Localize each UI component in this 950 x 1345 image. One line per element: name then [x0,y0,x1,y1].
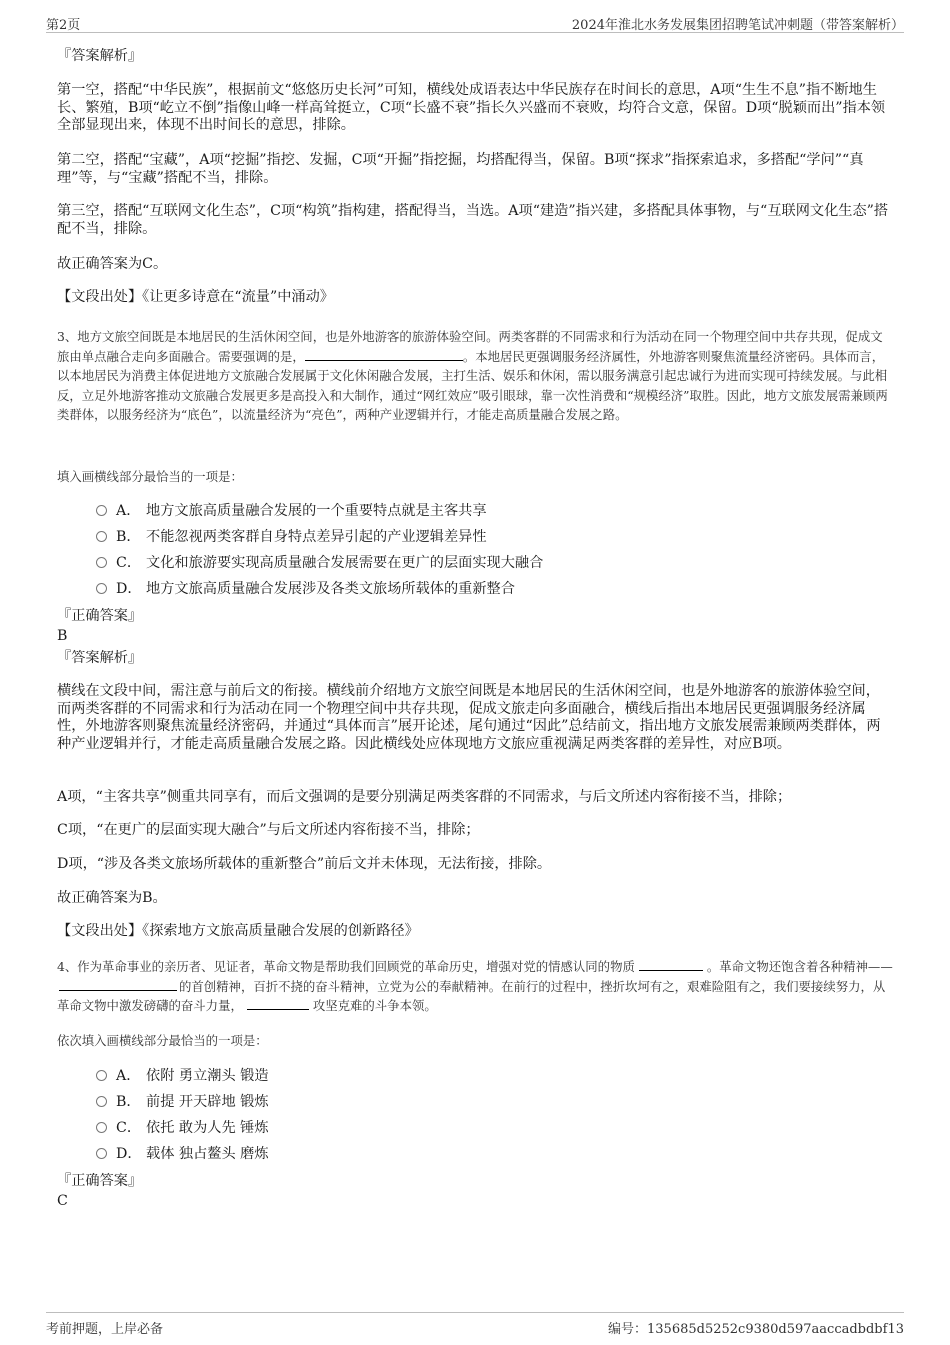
question-prompt: 填入画横线部分最恰当的一项是： [57,469,243,484]
option-a[interactable]: A． 依附 勇立潮头 锻造 [96,1065,796,1087]
analysis-paragraph: C项，“在更广的层面实现大融合”与后文所述内容衔接不当，排除； [57,822,480,838]
page-footer [46,1312,904,1337]
question-stem [57,957,893,1016]
stem-text: 攻坚克难的斗争本领。 [312,998,437,1014]
option-d[interactable]: D． 载体 独占鳌头 磨炼 [96,1143,796,1165]
question-stem [57,327,893,425]
passage-source: 【文段出处】《探索地方文旅高质量融合发展的创新路径》 [57,923,419,939]
option-b[interactable]: B． 不能忽视两类客群自身特点差异引起的产业逻辑差异性 [96,526,796,548]
stem-text: 。革命文物还饱含着各种精神—— [706,959,893,974]
analysis-paragraph: 横线在文段中间，需注意与前后文的衔接。横线前介绍地方文旅空间既是本地居民的生活休闲空间，也是外地游客的旅游体验空间，而两类客群的不同需求和行为活动在同一个物理空间中共存共现，促成文旅走向多面融合，横线后指出本地居民更强调服务经济属性，外地游客则聚焦流量经济密码，并通过“具体而言”展开论述，尾句通过“因此”总结前文，指出地方文旅发展需兼顾两类群体，两种产业逻辑并行，才能走高质量融合发展之路。因此横线处应体现地方文旅应重视满足两类客群的差异性，对应B项。 [57,683,881,752]
option-b[interactable]: B． 前提 开天辟地 锻炼 [96,1091,796,1113]
radio-icon[interactable] [96,505,107,516]
radio-icon[interactable] [96,557,107,568]
analysis-paragraph: 第一空，搭配“中华民族”，根据前文“悠悠历史长河”可知，横线处成语表达中华民族存在时间长的意思，A项“生生不息”指不断地生长、繁殖，B项“屹立不倒”指像山峰一样高耸挺立，C项“长盛不衰”指长久兴盛而不衰败，均符合文意，保留。D项“脱颖而出”指本领全部显现出来，体现不出时间长的意思，排除。 [57,82,886,134]
analysis-paragraph: A项，“主客共享”侧重共同享有，而后文强调的是要分别满足两类客群的不同需求，与后文所述内容衔接不当，排除； [57,789,792,805]
stem-text: 的首创精神，百折不挠的奋斗精神，立党为公的奉献精神。在前行的过程中，挫折坎坷有之，艰难险阻有之，我们要接续努力，从革命文物中激发磅礴的奋斗力量， [57,978,886,1014]
stem-text: 。本地居民更强调服务经济属性，外地游客则聚焦流量经济密码。具体而言，以本地居民为消费主体促进地方文旅融合发展属于文化休闲融合发展，主打生活、娱乐和休闲，需以服务满意引起忠诚行为进而实现可持续发展。与此相反，立足外地游客推动文旅融合发展更多是高投入和大制作，通过“网红效应”吸引眼球，靠一次性消费和“规模经济”取胜。因此，地方文旅发展需兼顾两类群体，以服务经济为“底色”，以流量经济为“亮色”，两种产业逻辑并行，才能走高质量融合发展之路。 [57,348,888,423]
document-id: 编号：135685d5252c9380d597aaccadbdbf13 [608,1322,904,1337]
correct-answer: B [57,628,68,644]
answer-conclusion: 故正确答案为C。 [57,256,168,272]
analysis-paragraph: 第二空，搭配“宝藏”，A项“挖掘”指挖、发掘，C项“开掘”指挖掘，均搭配得当，保留。B项“探求”指探索追求，多搭配“学问”“真理”等，与“宝藏”搭配不当，排除。 [57,152,864,186]
correct-answer-label: 『正确答案』 [57,608,143,624]
footer-slogan: 考前押题，上岸必备 [46,1322,164,1337]
correct-answer: C [57,1193,68,1209]
fill-blank [59,978,177,991]
passage-source: 【文段出处】《让更多诗意在“流量”中涌动》 [57,289,334,305]
correct-answer-label: 『正确答案』 [57,1173,143,1189]
question-prompt: 依次填入画横线部分最恰当的一项是： [57,1033,268,1048]
radio-icon[interactable] [96,531,107,542]
option-a[interactable]: A． 地方文旅高质量融合发展的一个重要特点就是主客共享 [96,500,796,522]
document-title: 2024年淮北水务发展集团招聘笔试冲刺题（带答案解析） [571,18,904,33]
radio-icon[interactable] [96,583,107,594]
stem-text: 3、地方文旅空间既是本地居民的生活休闲空间，也是外地游客的旅游体验空间。两类客群的不同需求和行为活动在同一个物理空间中共存共现，促成文旅由单点融合走向多面融合。需要强调的是， [57,329,883,364]
fill-blank [639,958,703,971]
analysis-paragraph: D项，“涉及各类文旅场所载体的重新整合”前后文并未体现，无法衔接，排除。 [57,856,552,872]
radio-icon[interactable] [96,1096,107,1107]
option-d[interactable]: D． 地方文旅高质量融合发展涉及各类文旅场所载体的重新整合 [96,578,796,600]
fill-blank [247,997,309,1010]
analysis-paragraph: 第三空，搭配“互联网文化生态”，C项“构筑”指构建，搭配得当，当选。A项“建造”指兴建，多搭配具体事物，与“互联网文化生态”搭配不当，排除。 [57,203,889,237]
answer-conclusion: 故正确答案为B。 [57,890,167,906]
radio-icon[interactable] [96,1148,107,1159]
analysis-label: 『答案解析』 [57,48,143,64]
stem-text: 4、作为革命事业的亲历者、见证者，革命文物是帮助我们回顾党的革命历史，增强对党的情感认同的物质 [57,959,635,974]
option-c[interactable]: C． 文化和旅游要实现高质量融合发展需要在更广的层面实现大融合 [96,552,796,574]
radio-icon[interactable] [96,1070,107,1081]
page-header [46,10,904,33]
option-c[interactable]: C． 依托 敢为人先 锤炼 [96,1117,796,1139]
analysis-label: 『答案解析』 [57,650,143,666]
radio-icon[interactable] [96,1122,107,1133]
fill-blank [305,348,463,361]
page-number: 第2页 [46,18,81,33]
